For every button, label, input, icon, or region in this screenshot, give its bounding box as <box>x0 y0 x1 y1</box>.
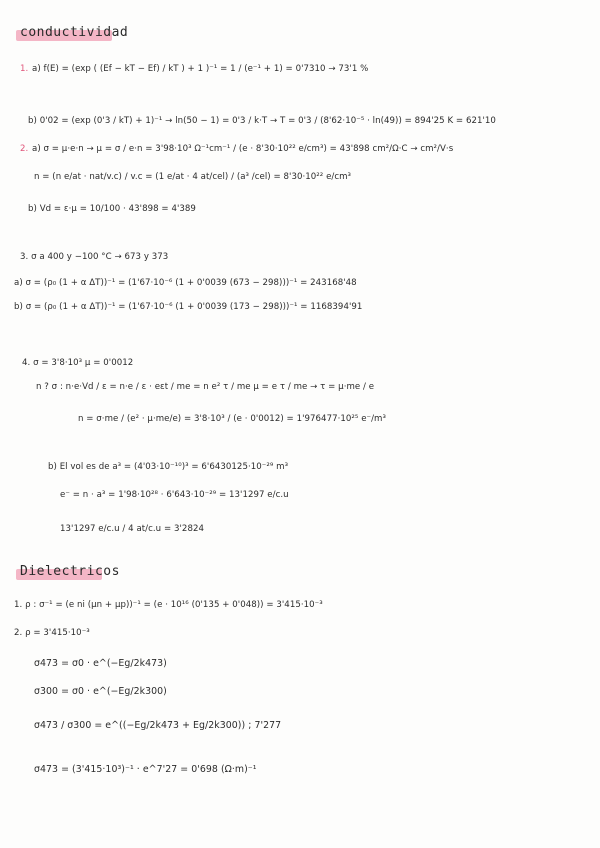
note-line: e⁻ = n · a³ = 1'98·10²⁸ · 6'643·10⁻²⁹ = 13'1297 e/c.u <box>60 490 289 500</box>
note-line: 3. σ a 400 y −100 °C → 673 y 373 <box>20 252 169 262</box>
note-line: σ473 / σ300 = e^((−Eg/2k473 + Eg/2k300)) ; 7'277 <box>34 720 282 731</box>
note-line: σ473 = σ0 · e^(−Eg/2k473) <box>34 658 167 669</box>
note-line: a) f(E) = (exp ( (Ef − kT − Ef) / kT ) + 1 )⁻¹ = 1 / (e⁻¹ + 1) = 0'7310 → 73'1 % <box>32 64 369 74</box>
note-line: b) El vol es de a³ = (4'03·10⁻¹⁰)³ = 6'6430125·10⁻²⁹ m³ <box>48 462 289 472</box>
note-line: 2. ρ = 3'415·10⁻³ <box>14 628 90 638</box>
note-line: b) σ = (ρ₀ (1 + α ΔT))⁻¹ = (1'67·10⁻⁶ (1 + 0'0039 (173 − 298)))⁻¹ = 1168394'91 <box>14 302 363 312</box>
section-title-dielectricos: Dielectricos <box>20 564 120 579</box>
note-line: b) 0'02 = (exp (0'3 / kT) + 1)⁻¹ → ln(50 − 1) = 0'3 / k·T → T = 0'3 / (8'62·10⁻⁵ · ln(49)) = 894'25 K = 621'10 <box>28 116 496 126</box>
problem-number: 2. <box>20 144 29 154</box>
note-line: σ300 = σ0 · e^(−Eg/2k300) <box>34 686 167 697</box>
note-line: n = (n e/at · nat/v.c) / v.c = (1 e/at · 4 at/cel) / (a³ /cel) = 8'30·10²² e/cm³ <box>34 172 352 182</box>
note-line: 13'1297 e/c.u / 4 at/c.u = 3'2824 <box>60 524 204 534</box>
problem-number: 1. <box>20 64 29 74</box>
section-title-conductividad: conductividad <box>20 25 129 40</box>
note-line: b) Vd = ε·μ = 10/100 · 43'898 = 4'389 <box>28 204 196 214</box>
note-line: 4. σ = 3'8·10³ μ = 0'0012 <box>22 358 134 368</box>
note-line: n = σ·me / (e² · μ·me/e) = 3'8·10³ / (e · 0'0012) = 1'976477·10²⁵ e⁻/m³ <box>78 414 386 424</box>
note-line: n ? σ : n·e·Vd / ε = n·e / ε · eεt / me = n e² τ / me μ = e τ / me → τ = μ·me / e <box>36 382 375 392</box>
note-line: a) σ = (ρ₀ (1 + α ΔT))⁻¹ = (1'67·10⁻⁶ (1 + 0'0039 (673 − 298)))⁻¹ = 243168'48 <box>14 278 357 288</box>
note-line: σ473 = (3'415·10³)⁻¹ · e^7'27 = 0'698 (Ω·m)⁻¹ <box>34 764 257 775</box>
note-line: 1. ρ : σ⁻¹ = (e ni (μn + μp))⁻¹ = (e · 10¹⁶ (0'135 + 0'048)) = 3'415·10⁻³ <box>14 600 323 610</box>
note-line: a) σ = μ·e·n → μ = σ / e·n = 3'98·10³ Ω⁻¹cm⁻¹ / (e · 8'30·10²² e/cm³) = 43'898 cm²/Ω·C → cm²/V·s <box>32 144 454 154</box>
